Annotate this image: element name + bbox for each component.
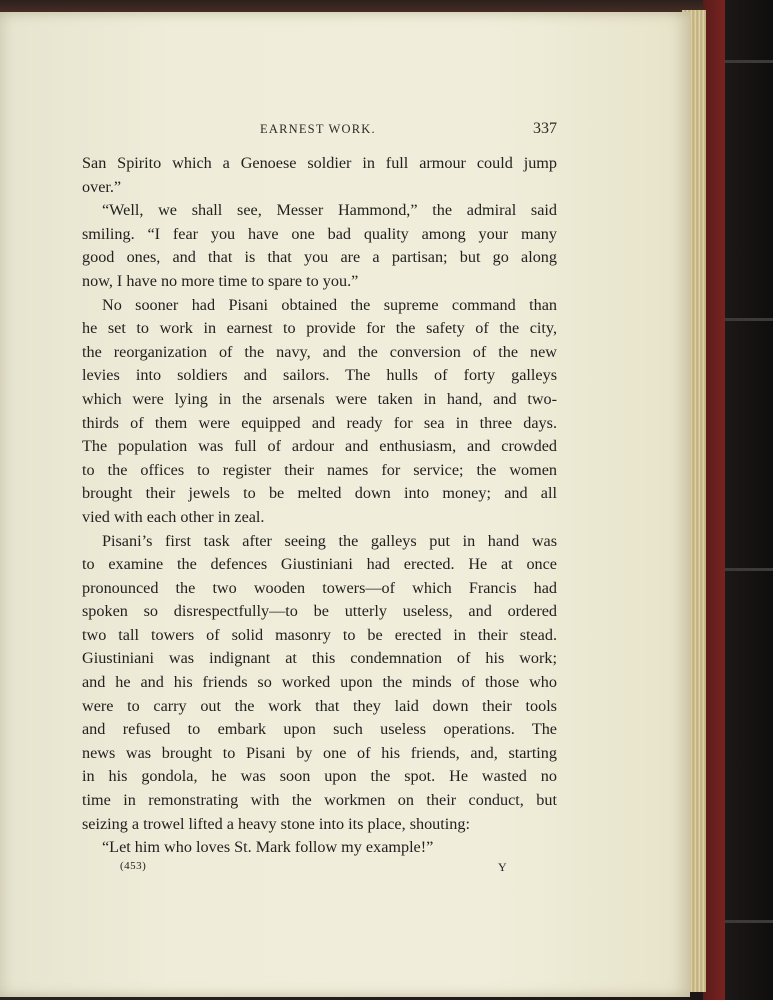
text-line: now, I have no more time to spare to you.”: [82, 271, 359, 290]
text-line: in his gondola, he was soon upon the spot. He wasted no: [82, 767, 557, 786]
body-text: [82, 152, 557, 860]
text-line: levies into soldiers and sailors. The hulls of forty galleys: [82, 366, 557, 385]
text-line: The population was full of ardour and enthusiasm, and crowded: [82, 437, 557, 456]
text-line: smiling. “I fear you have one bad quality among your many: [82, 224, 557, 243]
text-line: time in remonstrating with the workmen on their conduct, but: [82, 791, 557, 810]
text-line: the reorganization of the navy, and the conversion of the new: [82, 342, 557, 361]
cover-stripe: [725, 318, 773, 321]
signature-number: (453): [120, 860, 147, 872]
text-line: Pisani’s first task after seeing the galleys put in hand was: [102, 531, 557, 550]
text-line: “Well, we shall see, Messer Hammond,” the admiral said: [102, 201, 557, 220]
text-line: were to carry out the work that they laid down their tools: [82, 696, 557, 715]
text-line: two tall towers of solid masonry to be erected in their stead.: [82, 625, 557, 644]
text-line: to examine the defences Giustiniani had erected. He at once: [82, 555, 557, 574]
text-line: he set to work in earnest to provide for the safety of the city,: [82, 319, 557, 338]
text-line: Giustiniani was indignant at this condemnation of his work;: [82, 649, 557, 668]
text-line: brought their jewels to be melted down into money; and all: [82, 484, 557, 503]
text-line: news was brought to Pisani by one of his friends, and, starting: [82, 743, 557, 762]
text-line: and he and his friends so worked upon the minds of those who: [82, 673, 557, 692]
running-head: [82, 120, 557, 140]
text-line: No sooner had Pisani obtained the supreme command than: [102, 295, 557, 314]
text-line: pronounced the two wooden towers—of which Francis had: [82, 578, 557, 597]
cover-stripe: [725, 60, 773, 63]
text-line: spoken so disrespectfully—to be utterly useless, and ordered: [82, 602, 557, 621]
signature-letter: Y: [498, 860, 507, 874]
text-line: and refused to embark upon such useless operations. The: [82, 720, 557, 739]
signature-row: [82, 860, 557, 878]
text-line: seizing a trowel lifted a heavy stone into its place, shouting:: [82, 814, 470, 833]
page-number: 337: [533, 120, 557, 137]
cover-stripe: [725, 920, 773, 923]
text-line: vied with each other in zeal.: [82, 507, 265, 526]
text-line: San Spirito which a Genoese soldier in full armour could jump: [82, 154, 557, 172]
cover-stripe: [725, 568, 773, 571]
cover-edge: [725, 0, 773, 1000]
text-line: “Let him who loves St. Mark follow my example!”: [102, 838, 434, 857]
text-line: to the offices to register their names for service; the women: [82, 460, 557, 479]
text-line: thirds of them were equipped and ready for sea in three days.: [82, 413, 557, 432]
running-head-title: EARNEST WORK.: [260, 122, 376, 136]
text-line: over.”: [82, 177, 122, 196]
text-line: good ones, and that is that you are a partisan; but go along: [82, 248, 557, 267]
text-line: which were lying in the arsenals were taken in hand, and two-: [82, 389, 557, 408]
